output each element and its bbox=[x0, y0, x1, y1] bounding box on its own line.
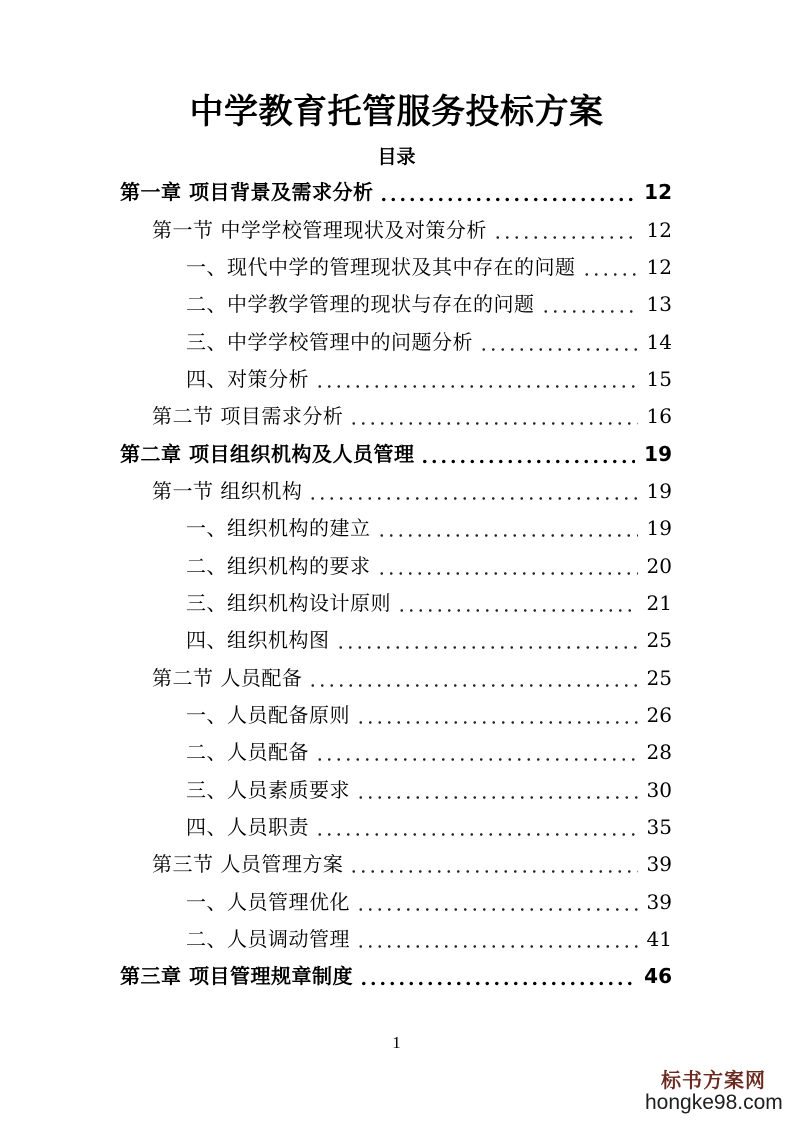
toc-section-entry bbox=[120, 398, 672, 435]
toc-dot-leader bbox=[379, 174, 635, 211]
toc-page-number: 12 bbox=[646, 254, 672, 279]
toc-dot-leader bbox=[359, 958, 635, 995]
toc-dot-leader bbox=[541, 286, 638, 323]
toc-dot-leader bbox=[308, 473, 637, 510]
toc-dot-leader bbox=[420, 436, 635, 473]
toc-page-number: 46 bbox=[644, 964, 672, 989]
toc-page-number: 15 bbox=[646, 366, 672, 391]
toc-item-entry bbox=[120, 286, 672, 323]
toc-page-number: 20 bbox=[646, 553, 672, 578]
watermark-url: hongke98.com bbox=[645, 1091, 783, 1114]
toc-entry-label: 一、人员配备原则 bbox=[186, 702, 350, 727]
toc-entry-label: 四、组织机构图 bbox=[186, 628, 330, 653]
toc-dot-leader bbox=[397, 585, 638, 622]
toc-page-number: 30 bbox=[646, 777, 672, 802]
toc-dot-leader bbox=[493, 212, 638, 249]
toc-item-entry bbox=[120, 884, 672, 921]
toc-page-number: 19 bbox=[644, 441, 672, 466]
toc-entry-label: 三、人员素质要求 bbox=[186, 777, 350, 802]
toc-dot-leader bbox=[315, 809, 638, 846]
toc-page-number: 25 bbox=[646, 628, 672, 653]
toc-dot-leader bbox=[349, 398, 637, 435]
toc-dot-leader bbox=[315, 734, 638, 771]
toc-item-entry bbox=[120, 510, 672, 547]
toc-page-number: 19 bbox=[646, 516, 672, 541]
toc-entry-label: 第二章 项目组织机构及人员管理 bbox=[120, 441, 415, 466]
toc-entry-label: 一、组织机构的建立 bbox=[186, 516, 371, 541]
toc-item-entry bbox=[120, 548, 672, 585]
toc-entry-label: 第一节 组织机构 bbox=[152, 478, 303, 503]
toc-page-number: 39 bbox=[646, 889, 672, 914]
toc-item-entry bbox=[120, 734, 672, 771]
toc-entry-label: 二、组织机构的要求 bbox=[186, 553, 371, 578]
toc-dot-leader bbox=[336, 622, 638, 659]
toc-dot-leader bbox=[356, 697, 638, 734]
toc-page-number: 21 bbox=[646, 590, 672, 615]
toc-dot-leader bbox=[356, 772, 638, 809]
toc-item-entry bbox=[120, 921, 672, 958]
toc-item-entry bbox=[120, 585, 672, 622]
toc-chapter-entry bbox=[120, 958, 672, 995]
toc-entry-label: 第二节 人员配备 bbox=[152, 665, 303, 690]
toc-item-entry bbox=[120, 361, 672, 398]
toc-page-number: 13 bbox=[646, 292, 672, 317]
toc-page-number: 26 bbox=[646, 702, 672, 727]
toc-section-entry bbox=[120, 212, 672, 249]
toc-page-number: 35 bbox=[646, 814, 672, 839]
toc-dot-leader bbox=[377, 510, 638, 547]
toc-page-number: 16 bbox=[646, 404, 672, 429]
toc-dot-leader bbox=[377, 548, 638, 585]
toc-page-number: 41 bbox=[646, 926, 672, 951]
toc-page-number: 12 bbox=[646, 217, 672, 242]
toc-dot-leader bbox=[308, 660, 637, 697]
toc-page-number: 39 bbox=[646, 852, 672, 877]
page-footer-number: 1 bbox=[392, 1033, 401, 1052]
toc-entry-label: 二、人员调动管理 bbox=[186, 926, 350, 951]
watermark-site-name: 标书方案网 bbox=[661, 1068, 766, 1092]
toc-dot-leader bbox=[349, 846, 637, 883]
toc-page-number: 19 bbox=[646, 478, 672, 503]
toc-entry-label: 三、中学学校管理中的问题分析 bbox=[186, 329, 473, 354]
toc-entry-label: 第二节 项目需求分析 bbox=[152, 404, 344, 429]
toc-section-entry bbox=[120, 473, 672, 510]
toc-dot-leader bbox=[315, 361, 638, 398]
toc-item-entry bbox=[120, 809, 672, 846]
toc-entry-label: 一、现代中学的管理现状及其中存在的问题 bbox=[186, 254, 576, 279]
toc-page-number: 12 bbox=[644, 180, 672, 205]
toc-item-entry bbox=[120, 772, 672, 809]
document-title: 中学教育托管服务投标方案 bbox=[189, 92, 604, 132]
toc-section-entry bbox=[120, 660, 672, 697]
toc-dot-leader bbox=[356, 921, 638, 958]
toc-chapter-entry bbox=[120, 174, 672, 211]
toc-entry-label: 一、人员管理优化 bbox=[186, 889, 350, 914]
toc-page-number: 14 bbox=[646, 329, 672, 354]
table-of-contents bbox=[120, 174, 672, 995]
toc-entry-label: 三、组织机构设计原则 bbox=[186, 590, 391, 615]
toc-page-number: 25 bbox=[646, 665, 672, 690]
toc-item-entry bbox=[120, 697, 672, 734]
toc-entry-label: 二、中学教学管理的现状与存在的问题 bbox=[186, 292, 535, 317]
toc-entry-label: 四、人员职责 bbox=[186, 814, 309, 839]
toc-entry-label: 第三章 项目管理规章制度 bbox=[120, 964, 353, 989]
toc-entry-label: 第一节 中学学校管理现状及对策分析 bbox=[152, 217, 487, 242]
toc-chapter-entry bbox=[120, 436, 672, 473]
toc-entry-label: 二、人员配备 bbox=[186, 740, 309, 765]
toc-heading: 目录 bbox=[377, 146, 416, 168]
toc-entry-label: 四、对策分析 bbox=[186, 366, 309, 391]
toc-page-number: 28 bbox=[646, 740, 672, 765]
toc-entry-label: 第三节 人员管理方案 bbox=[152, 852, 344, 877]
toc-item-entry bbox=[120, 324, 672, 361]
toc-entry-label: 第一章 项目背景及需求分析 bbox=[120, 180, 374, 205]
toc-section-entry bbox=[120, 846, 672, 883]
toc-dot-leader bbox=[582, 249, 638, 286]
toc-item-entry bbox=[120, 622, 672, 659]
toc-dot-leader bbox=[356, 884, 638, 921]
toc-dot-leader bbox=[479, 324, 638, 361]
toc-item-entry bbox=[120, 249, 672, 286]
